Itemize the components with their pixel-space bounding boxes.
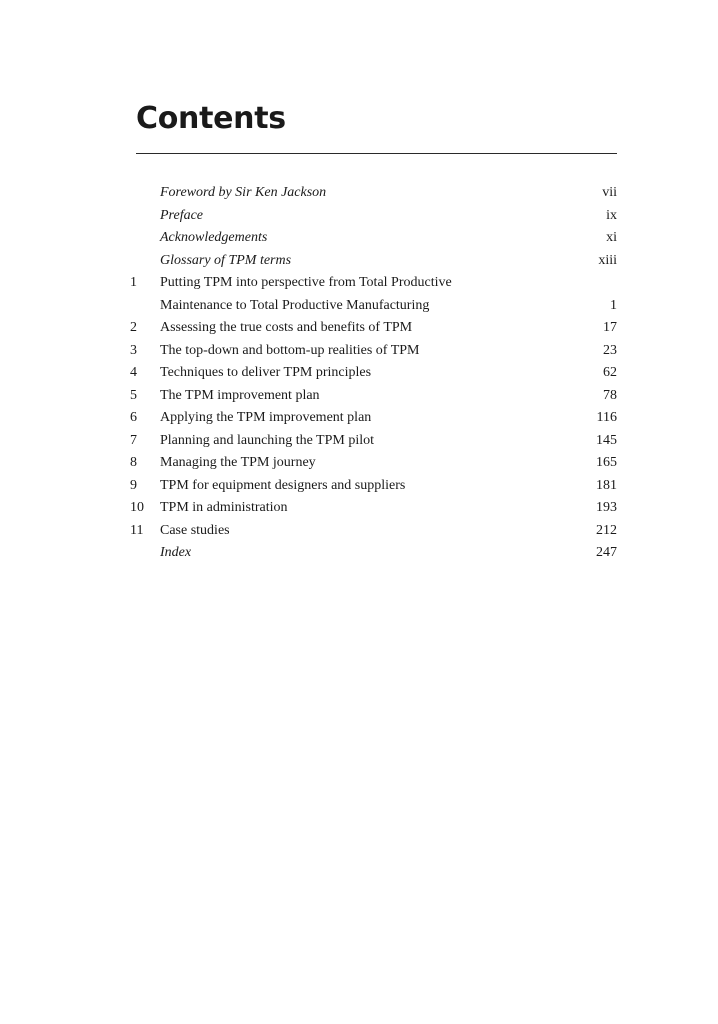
chapter-number: 6 — [130, 410, 137, 425]
toc-entry-chapter-6 — [128, 407, 617, 430]
page-number: 212 — [596, 522, 617, 538]
entry-title: Planning and launching the TPM pilot — [160, 432, 375, 448]
page-number: 62 — [603, 365, 617, 380]
chapter-number: 3 — [130, 342, 137, 358]
entry-title: Techniques to deliver TPM principles — [160, 365, 372, 380]
toc-entry-chapter-3 — [128, 340, 617, 363]
entry-title: Applying the TPM improvement plan — [160, 410, 372, 425]
toc-entry-preface — [128, 205, 617, 228]
toc-entry-chapter-9 — [128, 475, 617, 498]
chapter-number: 11 — [130, 522, 144, 538]
toc-entry-foreword — [128, 182, 617, 205]
entry-title: Acknowledgements — [160, 230, 268, 245]
page-number: 193 — [596, 500, 617, 515]
page-number: vii — [602, 185, 617, 200]
page-number: 165 — [596, 455, 617, 470]
toc-entry-chapter-5 — [128, 385, 617, 408]
page-number: 247 — [596, 545, 617, 560]
entry-title: Index — [160, 545, 192, 560]
toc-entry-acknowledgements — [128, 227, 617, 250]
chapter-number: 4 — [130, 365, 137, 380]
entry-title: TPM in administration — [160, 500, 288, 515]
toc-entry-chapter-1 — [128, 272, 617, 317]
page-number: 17 — [603, 320, 617, 335]
toc-entry-chapter-11 — [128, 520, 617, 543]
page-number: ix — [606, 207, 617, 223]
chapter-number: 7 — [130, 432, 137, 448]
page-number: 1 — [610, 297, 617, 313]
chapter-number: 5 — [130, 387, 137, 403]
entry-title-line-2: Maintenance to Total Productive Manufacturing — [160, 297, 430, 313]
chapter-number: 1 — [130, 275, 137, 290]
page-number: 145 — [596, 432, 617, 448]
toc-entry-chapter-4 — [128, 362, 617, 385]
toc-entry-index — [128, 542, 617, 565]
entry-title: Managing the TPM journey — [160, 455, 316, 470]
toc-entry-chapter-2 — [128, 317, 617, 340]
page-number: 116 — [596, 410, 617, 425]
entry-title-line-1: Putting TPM into perspective from Total Productive — [160, 275, 452, 290]
chapter-number: 9 — [130, 477, 137, 493]
entry-title: TPM for equipment designers and suppliers — [160, 477, 406, 493]
entry-title: Glossary of TPM terms — [160, 252, 292, 268]
chapter-number: 2 — [130, 320, 137, 335]
chapter-number: 10 — [130, 500, 144, 515]
entry-title: Foreword by Sir Ken Jackson — [160, 185, 327, 200]
chapter-number: 8 — [130, 455, 137, 470]
toc-entry-chapter-10 — [128, 497, 617, 520]
entry-title: The TPM improvement plan — [160, 387, 320, 403]
page-number: xiii — [598, 252, 617, 268]
entry-title: Preface — [160, 207, 204, 223]
toc-entry-glossary — [128, 250, 617, 273]
page-number: 181 — [596, 477, 617, 493]
page-number: 23 — [603, 342, 617, 358]
table-of-contents — [128, 182, 617, 565]
page-number: 78 — [603, 387, 617, 403]
entry-title: Case studies — [160, 522, 230, 538]
toc-entry-chapter-7 — [128, 430, 617, 453]
entry-title — [160, 272, 557, 317]
entry-title: The top-down and bottom-up realities of TPM — [160, 342, 420, 358]
page-title: Contents — [136, 101, 286, 136]
title-rule — [136, 153, 617, 154]
toc-entry-chapter-8 — [128, 452, 617, 475]
entry-title: Assessing the true costs and benefits of TPM — [160, 320, 413, 335]
page-number: xi — [606, 230, 617, 245]
